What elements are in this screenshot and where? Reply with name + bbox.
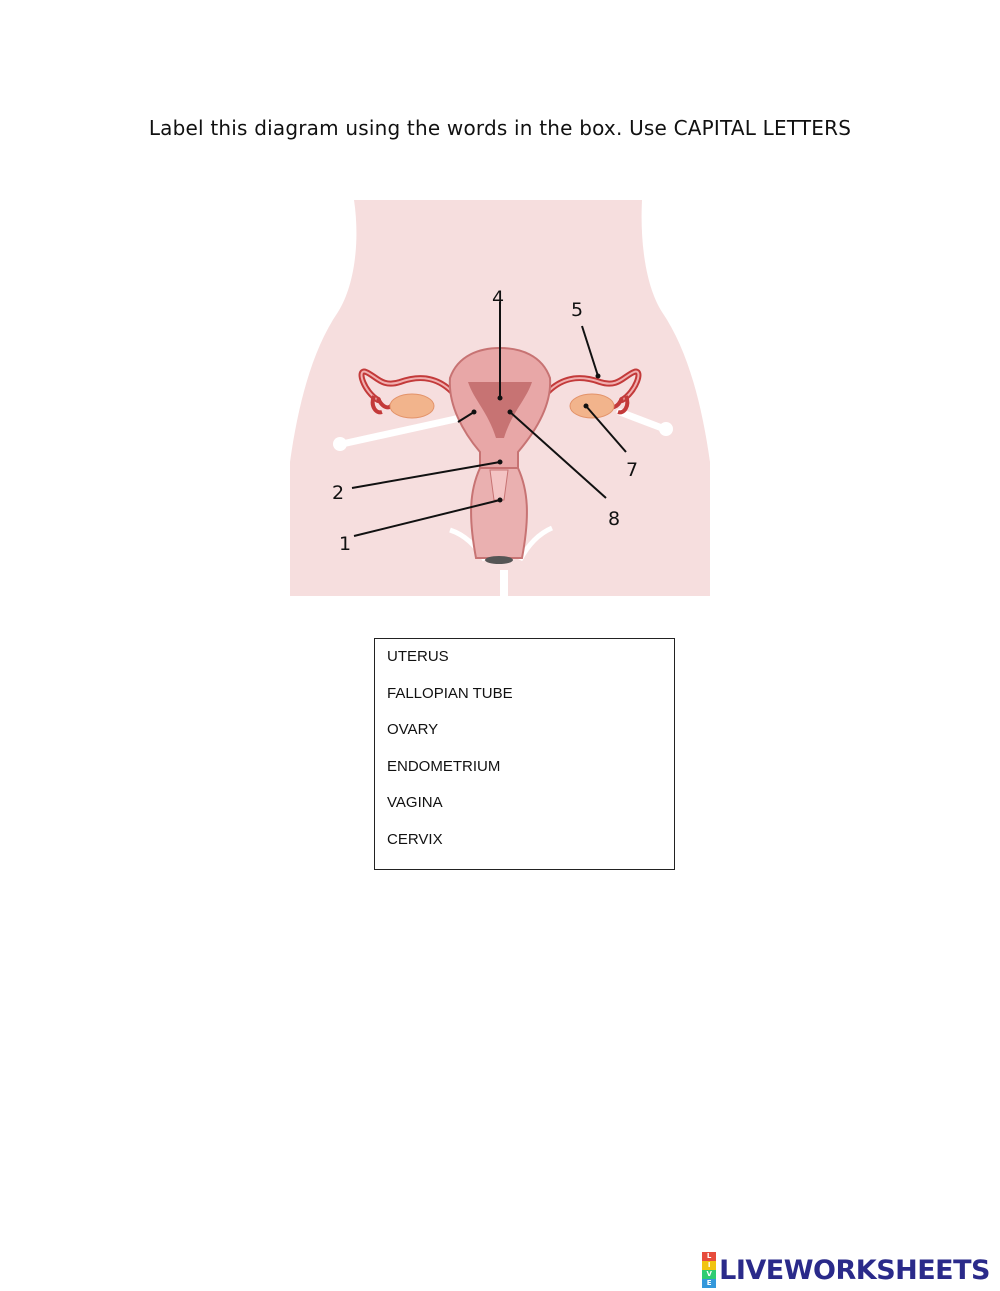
label-8: 8 [608,508,621,530]
left-ovary [390,394,434,418]
label-7: 7 [626,459,639,481]
liveworksheets-logo [702,1254,990,1286]
reproductive-system-diagram [290,200,710,600]
brand-logo-icon: L I V E [702,1252,716,1288]
label-5: 5 [571,299,584,321]
word-uterus: UTERUS [387,648,449,665]
instruction-text: Label this diagram using the words in the box. Use CAPITAL LETTERS [148,116,852,140]
label-1: 1 [339,533,352,555]
word-ovary: OVARY [387,721,439,739]
word-cervix: CERVIX [387,830,443,848]
label-2: 2 [332,482,345,504]
label-4: 4 [492,287,505,309]
word-fallopian-tube: FALLOPIAN TUBE [387,684,513,702]
word-box [374,638,675,870]
word-endometrium: ENDOMETRIUM [387,757,501,775]
brand-name: LIVEWORKSHEETS [719,1254,990,1286]
word-vagina: VAGINA [387,794,443,812]
